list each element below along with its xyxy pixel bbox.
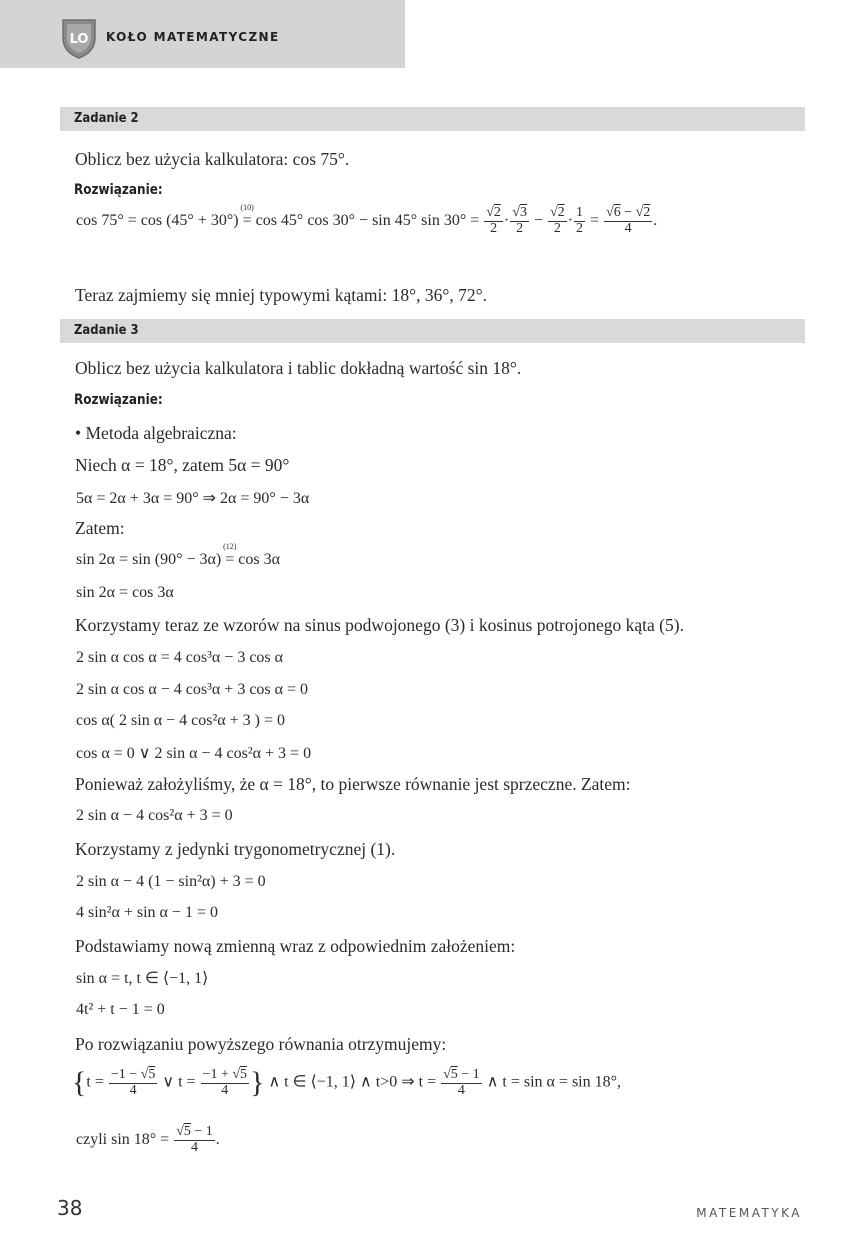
footer-label: MATEMATYKA (696, 1206, 802, 1220)
eq-9: 2 sin α − 4 (1 − sin²α) + 3 = 0 (76, 873, 266, 890)
task-2-solution-label: Rozwiązanie: (74, 182, 163, 198)
frac-sqrt2-over-2b: $\frac{√2}{2}$ (549, 205, 565, 236)
frac-sqrt5-minus-1: $\frac{√5 - 1}{4}$ (443, 1066, 480, 1098)
task-3-solution-label: Rozwiązanie: (74, 392, 163, 408)
eq-ref-equals: = (10) (240, 202, 254, 229)
frac-result: $\frac{√6 - √2}{4}$ (606, 205, 651, 236)
eq-1: 5α = 2α + 3α = 90° ⇒ 2α = 90° − 3α (76, 490, 310, 507)
let-line: Niech α = 18°, zatem 5α = 90° (75, 455, 290, 475)
frac-sqrt3-over-2: $\frac{√3}{2}$ (512, 205, 527, 236)
eq-6: cos α( 2 sin α − 4 cos²α + 3 ) = 0 (76, 712, 285, 729)
header-title: KOŁO MATEMATYCZNE (106, 30, 280, 44)
frac-neg-1-plus-sqrt5: $\frac{-1 + √5}{4}$ (202, 1066, 248, 1098)
zatem-label: Zatem: (75, 518, 125, 538)
task-2-prompt: Oblicz bez użycia kalkulatora: cos 75°. (75, 149, 350, 169)
eq-4: 2 sin α cos α = 4 cos³α − 3 cos α (76, 649, 284, 666)
eq-10: 4 sin²α + sin α − 1 = 0 (76, 904, 218, 921)
after-solving-text: Po rozwiązaniu powyższego równania otrzymujemy: (75, 1034, 447, 1054)
task-3-bar (60, 319, 805, 343)
eq-mid: cos 45° cos 30° − sin 45° sin 30° = (255, 211, 480, 229)
eq-2: sin 2α = sin (90° − 3α) = (12) cos 3α (76, 542, 280, 568)
because-text: Ponieważ założyliśmy, że α = 18°, to pierwsze równanie jest sprzeczne. Zatem: (75, 774, 631, 794)
task-3-label: Zadanie 3 (74, 322, 139, 338)
eq-5: 2 sin α cos α − 4 cos³α + 3 cos α = 0 (76, 681, 309, 698)
frac-final: $\frac{√5 - 1}{4}$ (176, 1124, 213, 1155)
task-2-label: Zadanie 2 (74, 110, 139, 126)
frac-neg-1-minus-sqrt5: $\frac{-1 - √5}{4}$ (110, 1066, 156, 1098)
method-heading: • Metoda algebraiczna: (75, 423, 237, 443)
frac-1-over-2: $\frac{1}{2}$ (575, 205, 583, 236)
task-2-bar (60, 107, 805, 131)
task-3-prompt: Oblicz bez użycia kalkulatora i tablic dokładną wartość sin 18°. (75, 358, 522, 378)
transition-text: Teraz zajmiemy się mniej typowymi kątami: 18°, 36°, 72°. (75, 285, 487, 305)
eq-11: sin α = t, t ∈ ⟨−1, 1⟩ (76, 970, 209, 987)
use-identity-text: Korzystamy z jedynki trygonometrycznej (1). (75, 839, 396, 859)
solution-set: {t = $\frac{-1 - √5}{4}$ ∨ t = $\frac{-1 + √5}{4}$ } ∧ t ∈ ⟨−1, 1⟩ ∧ t>0 ⇒ t = $\frac{√5 - 1}{4}$ ∧ t = sin α = sin 18°, (72, 1066, 622, 1099)
eq-left: cos 75° = cos (45° + 30°) (76, 211, 239, 229)
frac-sqrt2-over-2: $\frac{√2}{2}$ (486, 205, 501, 236)
use-formulas-text: Korzystamy teraz ze wzorów na sinus podwojonego (3) i kosinus potrojonego kąta (5). (75, 615, 684, 635)
task-2-equation: cos 75° = cos (45° + 30°) = (10) cos 45° cos 30° − sin 45° sin 30° = $\frac{√2}{2}$ · $\frac{√3}{2}$ − $\frac{√2}{2}$ · $\frac{1}{2}$ = $\frac{√6 - √2}{4}$ . (76, 202, 658, 236)
eq-7: cos α = 0 ∨ 2 sin α − 4 cos²α + 3 = 0 (76, 745, 312, 762)
eq-12: 4t² + t − 1 = 0 (76, 1001, 165, 1018)
eq-8: 2 sin α − 4 cos²α + 3 = 0 (76, 807, 233, 824)
page-number: 38 (57, 1196, 83, 1220)
final-result: czyli sin 18° = $\frac{√5 - 1}{4}$ . (76, 1124, 220, 1155)
eq-3: sin 2α = cos 3α (76, 584, 174, 601)
svg-text:LO: LO (69, 32, 89, 47)
substitute-text: Podstawiamy nową zmienną wraz z odpowiednim założeniem: (75, 936, 516, 956)
school-logo-icon (60, 16, 98, 60)
